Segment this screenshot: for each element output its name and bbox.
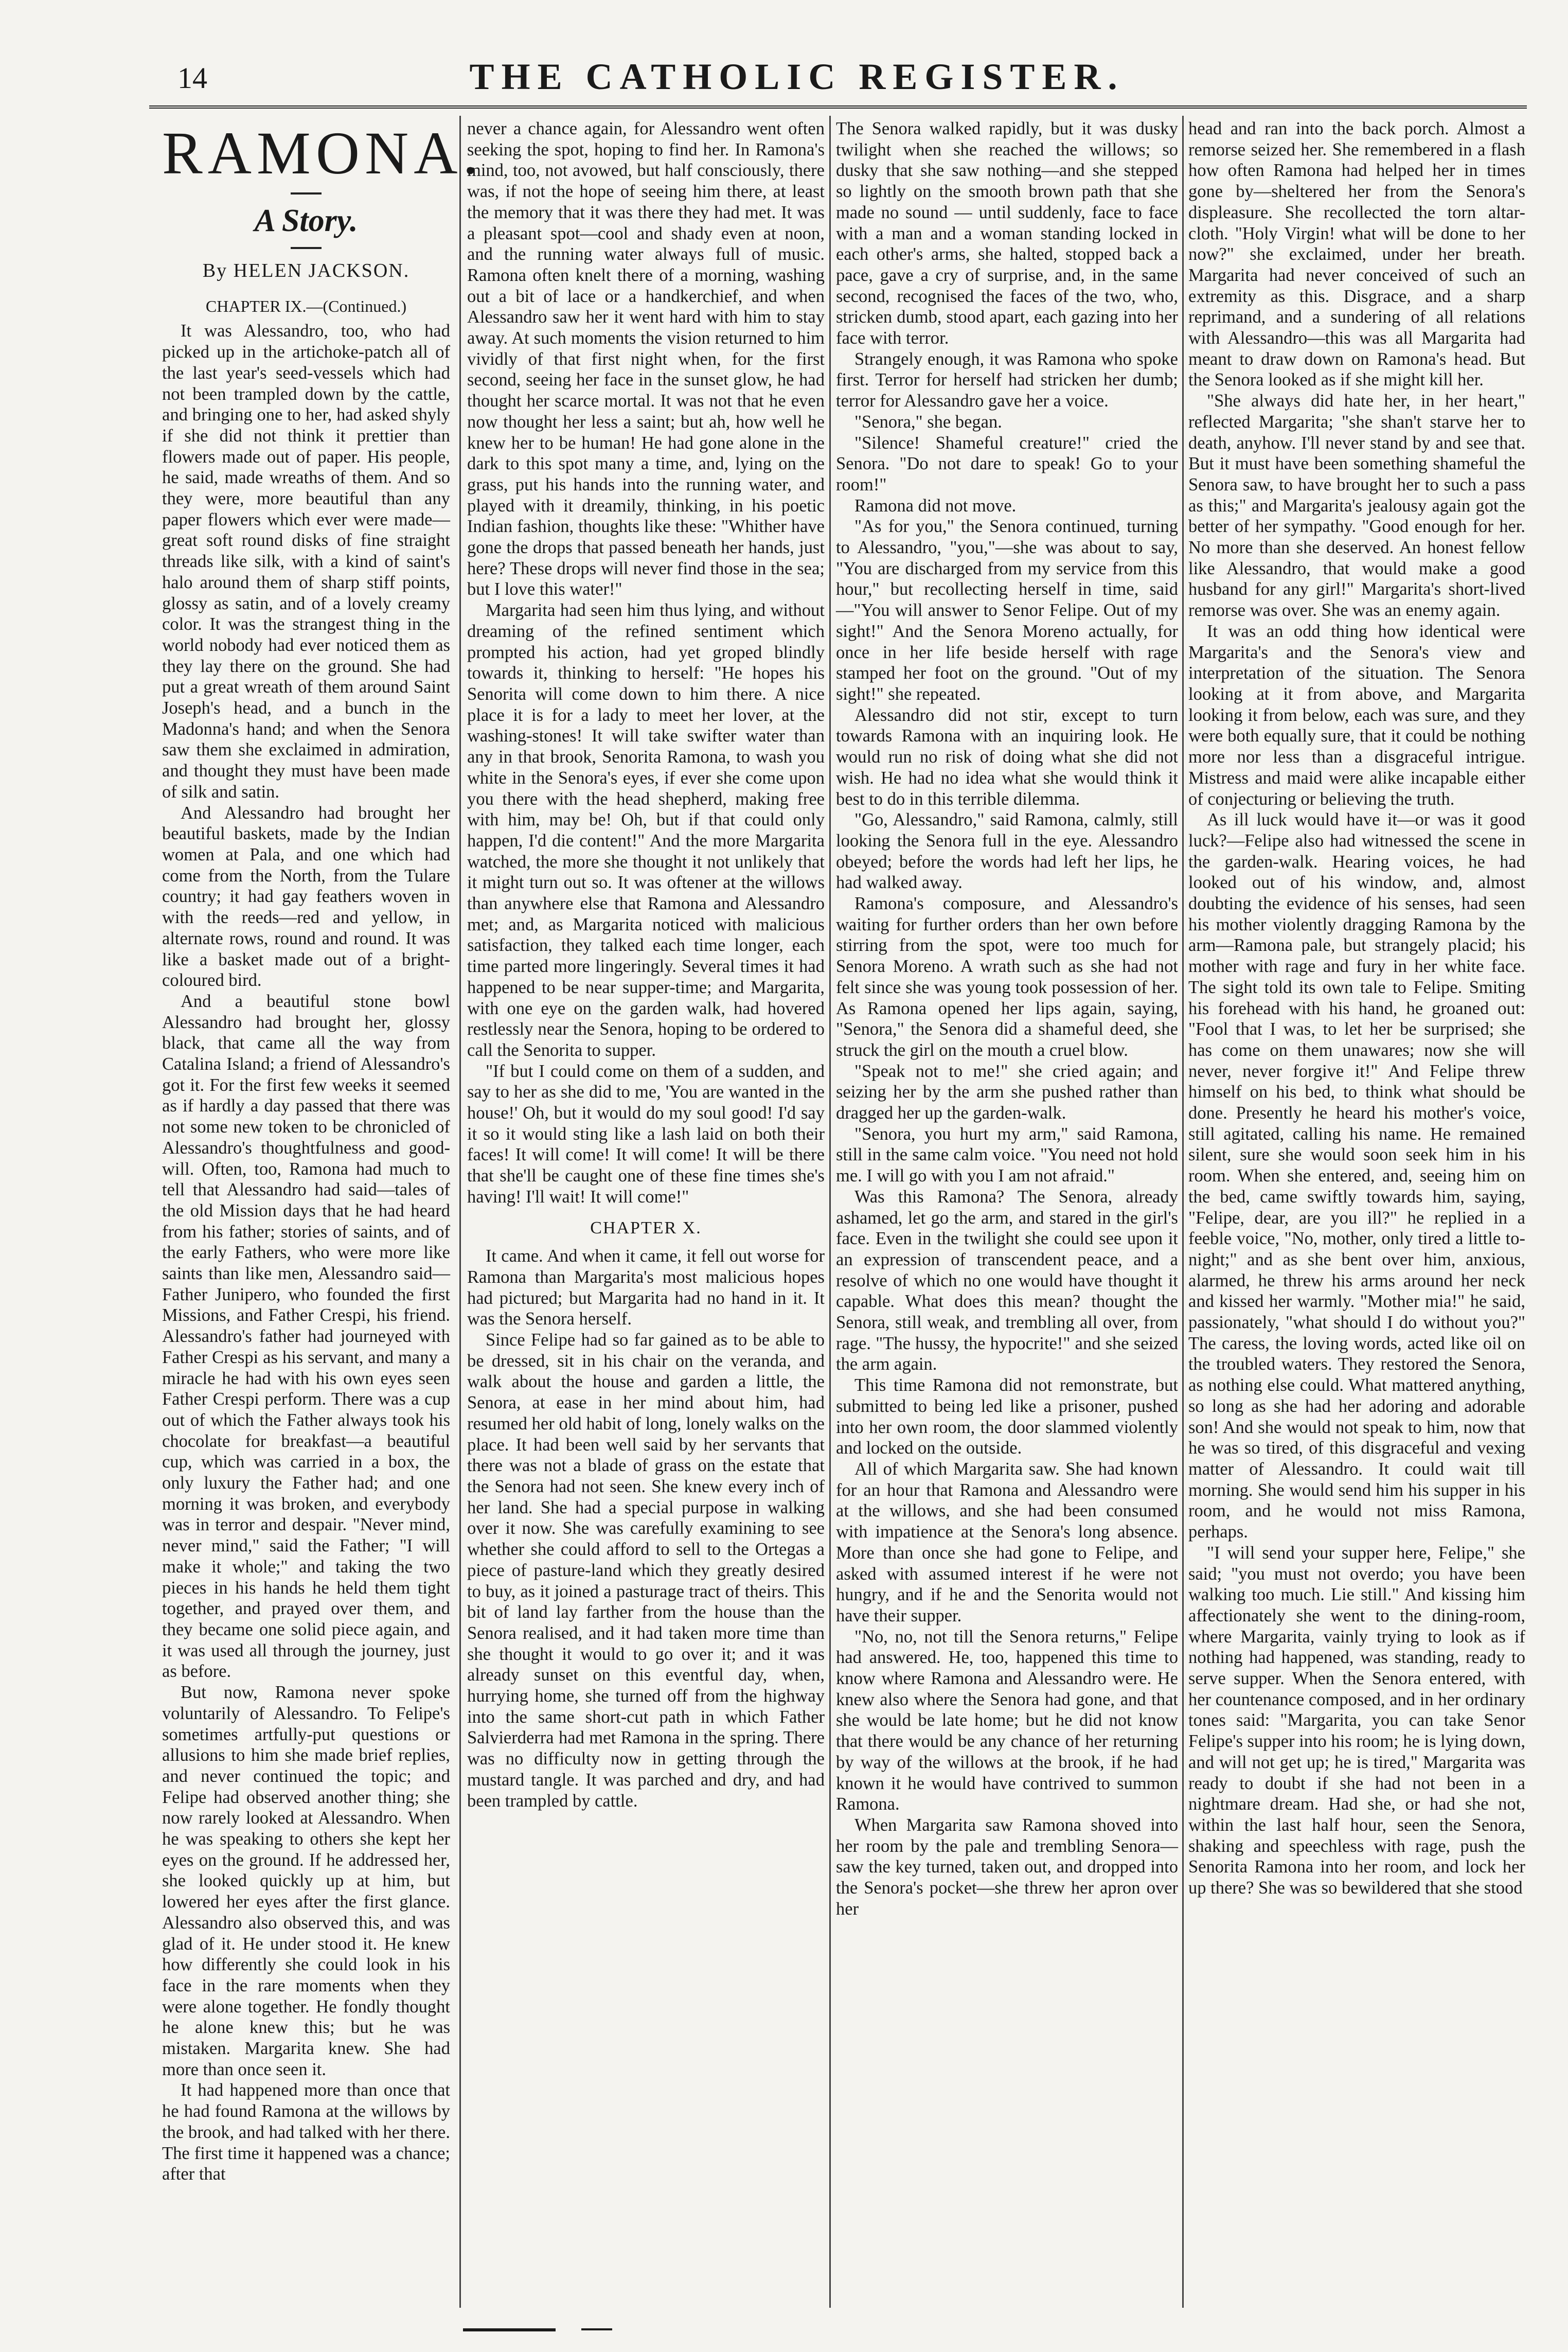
paragraph: Margarita had seen him thus lying, and without dreaming of the refined sentiment which prompted his action, had yet groped blindly towards it, thinking to herself: "He hopes his Senorita will come down to him there. A nice place it is for a lady to meet her lover, at the washing-stones! It will take swifter water than any in that brook, Senorita Ramona, to wash you white in the Senora's eyes, if ever she come upon you there with the head shepherd, making free with him, may be! Oh, but if that could only happen, I'd die content!" And the more Margarita watched, the more she thought it not unlikely that it might turn out so. It was oftener at the willows than anywhere else that Ramona and Alessandro met; and, as Margarita noticed with malicious satisfaction, they talked each time longer, each time parted more lingeringly. Several times it had happened to be near supper-time; and Margarita, with one eye on the garden walk, had hovered restlessly near the Senora, hoping to be ordered to call the Senorita to supper. — [467, 600, 825, 1060]
paragraph: It came. And when it came, it fell out worse for Ramona than Margarita's most malicious hopes had pictured; but Margarita had no hand in it. It was the Senora herself. — [467, 1246, 825, 1329]
column-4 — [1188, 118, 1525, 2305]
paragraph: "She always did hate her, in her heart," reflected Margarita; "she shan't starve her to death, anyhow. I'll never stand by and see that. But it must have been something shameful the Senora saw, to have brought her to such a pass as this;" and Margarita's jealousy again got the better of her sympathy. "Good enough for her. No more than she deserved. An honest fellow like Alessandro, that would make a good husband for any girl!" Margarita's short-lived remorse was over. She was an enemy again. — [1188, 391, 1525, 621]
column-1 — [162, 118, 483, 2305]
column-divider — [1182, 116, 1184, 2308]
paragraph: But now, Ramona never spoke voluntarily of Alessandro. To Felipe's sometimes artfully-put questions or allusions to him she made brief replies, and never continued the topic; and Felipe had observed another thing; she now rarely looked at Alessandro. When he was speaking to others she kept her eyes on the ground. If he addressed her, she looked quickly up at him, but lowered her eyes after the first glance. Alessandro also observed this, and was glad of it. He under stood it. He knew how differently she could look in his face in the rare moments when they were alone together. He fondly thought he alone knew this; but he was mistaken. Margarita knew. She had more than once seen it. — [162, 1683, 450, 2079]
chapter-10-heading: CHAPTER X. — [590, 1218, 702, 1237]
paragraph: Ramona did not move. — [854, 496, 1017, 516]
paragraph: And Alessandro had brought her beautiful baskets, made by the Indian women at Pala, and one which had come from the North, from the Tulare country; it had gay feathers woven in with the reeds—red and yellow, in alternate rows, round and round. It was like a basket made out of a bright-coloured bird. — [162, 803, 450, 991]
paragraph: It was an odd thing how identical were Margarita's and the Senora's view and interpretation of the situation. The Senora looking at it from above, and Margarita looking it from below, each was sure, and they were both equally sure, that it could be nothing more nor less than a disgraceful intrigue. Mistress and maid were alike incapable either of conjecturing or believing the truth. — [1188, 621, 1525, 809]
paragraph: Alessandro did not stir, except to turn towards Ramona with an inquiring look. He would run no risk of doing what she did not wish. He had no idea what she would think it best to do in this terrible dilemma. — [836, 705, 1178, 809]
subtitle-rule — [291, 247, 322, 249]
paragraph: "Speak not to me!" she cried again; and seizing her by the arm she pushed rather than dragged her up the garden-walk. — [836, 1061, 1178, 1123]
paragraph: "Senora, you hurt my arm," said Ramona, still in the same calm voice. "You need not hold me. I will go with you I am not afraid." — [836, 1124, 1178, 1186]
paragraph: As ill luck would have it—or was it good luck?—Felipe also had witnessed the scene in the garden-walk. Hearing voices, he had looked out of his window, and, almost doubting the evidence of his senses, had seen his mother violently dragging Ramona by the arm—Ramona pale, but strangely placid; his mother with rage and fury in her white face. The sight told its own tale to Felipe. Smiting his forehead with his hand, he groaned out: "Fool that I was, to let her be surprised; she has come on them unawares; now she will never, never forgive it!" And Felipe threw himself on his bed, to think what should be done. Presently he heard his mother's voice, still agitated, calling his name. He remained silent, sure she would soon seek him in his room. When she entered, and, seeing him on the bed, came swiftly towards him, saying, "Felipe, dear, are you ill?" he replied in a feeble voice, "No, mother, only tired a little to-night;" and as she bent over him, anxious, alarmed, he threw his arms around her neck and kissed her warmly. "Mother mia!" he said, passionately, "what should I do without you?" The caress, the loving words, acted like oil on the troubled waters. They restored the Senora, as nothing else could. What mattered anything, so long as she had her adoring and adorable son! And she would not speak to him, now that he was so tired, of this disgraceful and vexing matter of Alessandro. It could wait till morning. She would send him his supper in his room, and he would not miss Ramona, perhaps. — [1188, 810, 1525, 1542]
paragraph: "Go, Alessandro," said Ramona, calmly, still looking the Senora full in the eye. Alessandro obeyed; before the words had left her lips, he had walked away. — [836, 810, 1178, 893]
paragraph: never a chance again, for Alessandro went often seeking the spot, hoping to find her. In Ramona's mind, too, not avowed, but half consciously, there was, if not the hope of seeing him there, at least the memory that it was there they had met. It was a pleasant spot—cool and shady even at noon, and the running water always full of music. Ramona often knelt there of a morning, washing out a bit of lace or a handkerchief, and when Alessandro saw her it went hard with him to stay away. At such moments the vision returned to him vividly of that first night when, for the first second, seeing her face in the sunset glow, he had thought her scarce mortal. It was not that he even now thought her less a saint; but ah, how well he knew her to be human! He had gone alone in the dark to this spot many a time, and, lying on the grass, put his hands into the running water, and played with it dreamily, thinking, in his poetic Indian fashion, thoughts like these: "Whither have gone the drops that passed beneath her hands, just here? These drops will never find those in the sea; but I love this water!" — [467, 119, 825, 599]
paragraph: "As for you," the Senora continued, turning to Alessandro, "you,"—she was about to say, "You are discharged from my service from this hour," but recollecting herself in time, said—"You will answer to Senor Felipe. Out of my sight!" And the Senora Moreno actually, for once in her life beside herself with rage stamped her foot on the ground. "Out of my sight!" she repeated. — [836, 517, 1178, 704]
title-rule — [291, 192, 322, 194]
column-divider — [459, 116, 461, 2308]
paragraph: Since Felipe had so far gained as to be able to be dressed, sit in his chair on the veranda, and walk about the house and garden a little, the Senora, at ease in her mind about him, had resumed her old habit of long, lonely walks on the place. It had been well said by her servants that there was not a blade of grass on the estate that the Senora had not seen. She knew every inch of her land. She had a special purpose in walking over it now. She was carefully examining to see whether she could afford to sell to the Ortegas a piece of pasture-land which they greatly desired to buy, as it joined a pasturage tract of theirs. This bit of land lay farther from the house than the Senora realised, and it had taken more time than she thought it would to go over it; and it was already sunset on this eventful day, when, hurrying home, she turned off from the highway into the same short-cut path in which Father Salvierderra had met Ramona in the spring. There was no difficulty now in getting through the mustard tangle. It was parched and dry, and had been trampled by cattle. — [467, 1330, 825, 1811]
header-rule — [149, 105, 1527, 109]
paragraph: It had happened more than once that he had found Ramona at the willows by the brook, and had talked with her there. The first time it happened was a chance; after that — [162, 2080, 450, 2184]
paragraph: All of which Margarita saw. She had known for an hour that Ramona and Alessandro were at the willows, and she had been consumed with impatience at the Senora's long absence. More than once she had gone to Felipe, and asked with assumed interest if he were not hungry, and if he and the Senorita would not have their supper. — [836, 1459, 1178, 1625]
chapter-heading: CHAPTER IX.—(Continued.) — [205, 296, 407, 315]
paragraph: head and ran into the back porch. Almost a remorse seized her. She remembered in a flash how often Ramona had helped her in times gone by—sheltered her from the Senora's displeasure. She recollected the torn altar-cloth. "Holy Virgin! what will be done to her now?" she exclaimed, under her breath. Margarita had never conceived of such an extremity as this. Disgrace, and a sharp reprimand, and a sundering of all relations with Alessandro—this was all Margarita had meant to draw down on Ramona's head. But the Senora looked as if she might kill her. — [1188, 119, 1525, 390]
paragraph: Was this Ramona? The Senora, already ashamed, let go the arm, and stared in the girl's face. Even in the twilight she could see upon it an expression of transcendent peace, and a resolve of which no one would have thought it capable. What does this mean? thought the Senora, still weak, and trembling all over, from rage. "The hussy, the hypocrite!" and she seized the arm again. — [836, 1187, 1178, 1374]
paragraph: Ramona's composure, and Alessandro's waiting for further orders than her own before stirring from the spot, were too much for Senora Moreno. A wrath such as she had not felt since she was young took possession of her. As Ramona opened her lips again, saying, "Senora," the Senora did a shameful deed, she struck the girl on the mouth a cruel blow. — [836, 894, 1178, 1060]
footer-printer-mark — [581, 2328, 612, 2330]
footer-printer-mark — [463, 2328, 556, 2331]
page-number: 14 — [177, 61, 207, 95]
paragraph: "No, no, not till the Senora returns," Felipe had answered. He, too, happened this time to know where Ramona and Alessandro were. He knew also where the Senora had gone, and that she would be late home; but he did not know that there would be any chance of her returning by way of the willows at the brook, if he had known it he would have contrived to summon Ramona. — [836, 1626, 1178, 1814]
article-title: RAMONA. — [162, 119, 483, 187]
paragraph: "Senora," she began. — [854, 412, 1002, 432]
byline: By HELEN JACKSON. — [202, 260, 410, 281]
paragraph: And a beautiful stone bowl Alessandro had brought her, glossy black, that came all the way from Catalina Island; a friend of Alessandro's got it. For the first few weeks it seemed as if hardly a day passed that there was not some new token to be chronicled of Alessandro's thoughtfulness and good-will. Often, too, Ramona had much to tell that Alessandro had said—tales of the old Mission days that he had heard from his father; stories of saints, and of the early Fathers, who were more like saints than like men, Alessandro said—Father Junipero, who founded the first Missions, and Father Crespi, his friend. Alessandro's father had journeyed with Father Crespi as his servant, and many a miracle he had with his own eyes seen Father Crespi perform. There was a cup out of which the Father always took his chocolate for breakfast—a beautiful cup, which was carried in a box, the only luxury the Father had; and one morning it was broken, and everybody was in terror and despair. "Never mind, never mind," said the Father; "I will make it whole;" and taking the two pieces in his hands he held them tight together, and prayed over them, and they became one solid piece again, and it was used all through the journey, just as before. — [162, 991, 450, 1682]
column-3 — [836, 118, 1178, 2305]
article-subtitle: A Story. — [254, 203, 358, 238]
paragraph: When Margarita saw Ramona shoved into her room by the pale and trembling Senora—saw the key turned, taken out, and dropped into the Senora's pocket—she threw her apron over her — [836, 1815, 1178, 1919]
paragraph: It was Alessandro, too, who had picked up in the artichoke-patch all of the last year's seed-vessels which had not been trampled down by the cattle, and bringing one to her, had asked shyly if she did not think it prettier than flowers made out of paper. His people, he said, made wreaths of them. And so they were, more beautiful than any paper flowers which ever were made—great soft round disks of fine straight threads like silk, with a kind of saint's halo around them of sharp stiff points, glossy as satin, and of a lovely creamy color. It was the strangest thing in the world nobody had ever noticed them as they lay there on the ground. She had put a great wreath of them around Saint Joseph's head, and a bunch in the Madonna's hand; and when the Senora saw them she exclaimed in admiration, and thought they must have been made of silk and satin. — [162, 321, 450, 802]
publication-title: THE CATHOLIC REGISTER. — [469, 56, 1125, 97]
paragraph: "Silence! Shameful creature!" cried the Senora. "Do not dare to speak! Go to your room!" — [836, 433, 1178, 494]
paragraph: "If but I could come on them of a sudden, and say to her as she did to me, 'You are wanted in the house!' Oh, but it would do my soul good! I'd say it so it would sting like a lash laid on both their faces! It will come! It will come! It will be there that she'll be caught one of these fine times she's having! I'll wait! It will come!" — [467, 1061, 825, 1207]
paragraph: This time Ramona did not remonstrate, but submitted to being led like a prisoner, pushed into her own room, the door slammed violently and locked on the outside. — [836, 1375, 1178, 1458]
page-header — [67, 56, 1527, 104]
paragraph: "I will send your supper here, Felipe," she said; "you must not overdo; you have been walking too much. Lie still." And kissing him affectionately she went to the dining-room, where Margarita, vainly trying to look as if nothing had happened, was standing, ready to serve supper. When the Senora entered, with her countenance composed, and in her ordinary tones said: "Margarita, you can take Senor Felipe's supper into his room; he is lying down, and will not get up; he is tired," Margarita was ready to doubt if she had not been in a nightmare dream. Had she, or had she not, within the last half hour, seen the Senora, shaking and speechless with rage, push the Senorita Ramona into her room, and lock her up there? She was so bewildered that she stood — [1188, 1543, 1525, 1898]
paragraph: Strangely enough, it was Ramona who spoke first. Terror for herself had stricken her dumb; terror for Alessandro gave her a voice. — [836, 349, 1178, 411]
paragraph: The Senora walked rapidly, but it was dusky twilight when she reached the willows; so dusky that she saw nothing—and she stepped so lightly on the smooth brown path that she made no sound — until suddenly, face to face with a man and a woman standing locked in each other's arms, she halted, stopped back a pace, gave a cry of surprise, and, in the same second, recognised the faces of the two, who, stricken dumb, stood apart, each gazing into her face with terror. — [836, 119, 1178, 348]
column-2 — [467, 118, 825, 2305]
column-divider — [829, 116, 831, 2308]
